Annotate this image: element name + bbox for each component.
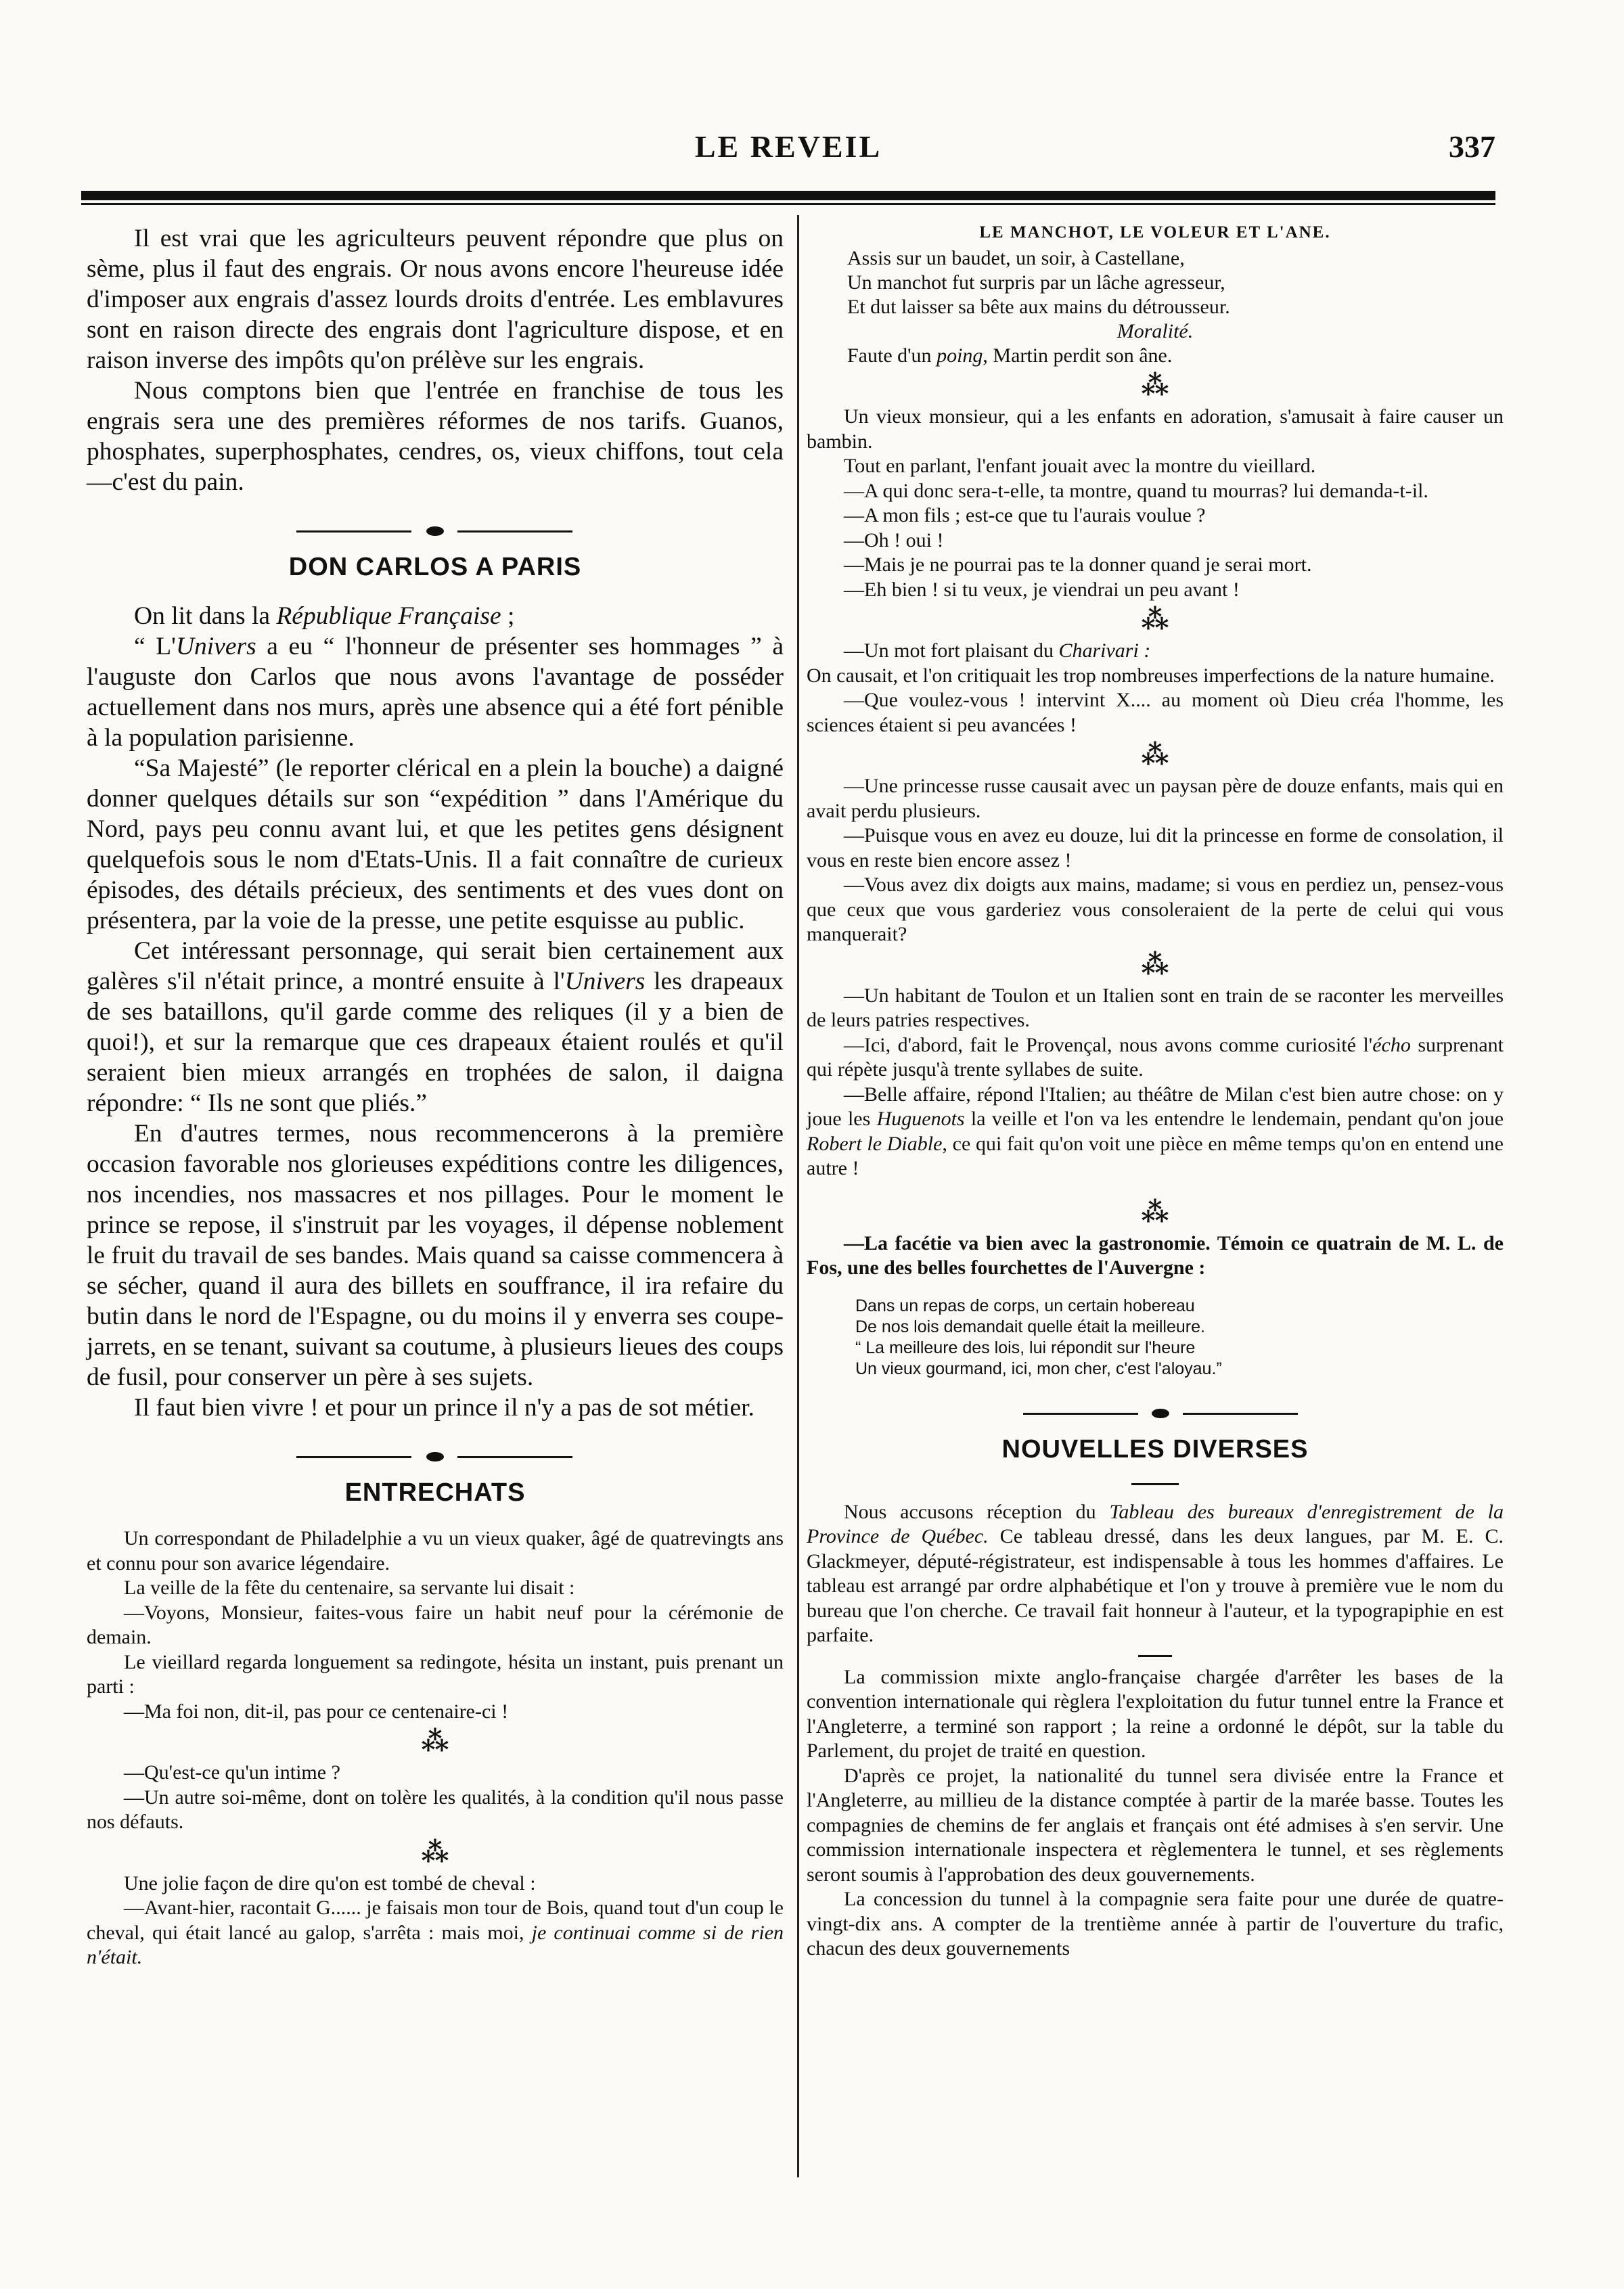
paragraph: En d'autres termes, nous recommencerons à la première occasion favorable nos glorieuses expéditions contre les diligences, nos incendies, nos massacres et nos pillages. Pour le moment le prince se repose, il s'instruit par les voyages, il dépense noblement le fruit du travail de ses bandes. Mais quand sa caisse commencera à se sécher, quand il aura des billets en souffrance, il ira refaire du butin dans le nord de l'Espagne, ou du moins il y enverra ses coupe-jarrets, en se tenant, suivant sa coutume, à plusieurs lieues des coups de fusil, pour conserver un père à ses sujets. [87, 1120, 784, 1391]
paragraph: —Eh bien ! si tu veux, je viendrai un peu avant ! [844, 578, 1240, 601]
page-header [81, 129, 1495, 176]
verse-line: “ La meilleure des lois, lui répondit sur l'heure [855, 1338, 1196, 1357]
left-column [87, 223, 784, 1970]
paragraph: La concession du tunnel à la compagnie sera faite pour une durée de quatre-vingt-dix ans. A compter de la trentième année à partir de l'ouverture du trafic, chacun des deux gouvernements [807, 1888, 1504, 1959]
paragraph: Nous comptons bien que l'entrée en franchise de tous les engrais sera une des premières réformes de nos tarifs. Guanos, phosphates, superphosphates, cendres, os, vieux chiffons, tout cela—c'est du pain. [87, 377, 784, 496]
verse-line: Un manchot fut surpris par un lâche agresseur, [847, 271, 1225, 294]
section-title-don-carlos: DON CARLOS A PARIS [288, 553, 582, 581]
paragraph: —Puisque vous en avez eu douze, lui dit la princesse en forme de consolation, il vous en reste bien encore assez ! [807, 824, 1504, 871]
paragraph: —Ma foi non, dit-il, pas pour ce centenaire-ci ! [124, 1700, 509, 1723]
moralite-label: Moralité. [1116, 320, 1194, 342]
asterism: ⁂ [1141, 949, 1169, 980]
asterism: ⁂ [1141, 370, 1169, 401]
paragraph: “ L'Univers a eu “ l'honneur de présenter ses hommages ” à l'auguste don Carlos que nous avons l'avantage de posséder actuellement dans nos murs, après une absence qui a été fort pénible à la population parisienne. [87, 633, 784, 752]
paragraph: —Ici, d'abord, fait le Provençal, nous avons comme curiosité l'écho surprenant qui répète jusqu'à trente syllabes de suite. [807, 1033, 1504, 1081]
section-ornament [807, 1407, 1504, 1420]
verse-line: Assis sur un baudet, un soir, à Castellane, [847, 247, 1185, 269]
paragraph: On causait, et l'on critiquait les trop nombreuses imperfections de la nature humaine. [807, 664, 1495, 687]
don-carlos-article [87, 601, 784, 1423]
paragraph: —Voyons, Monsieur, faites-vous faire un habit neuf pour la cérémonie de demain. [87, 1601, 784, 1648]
paragraph: Un vieux monsieur, qui a les enfants en adoration, s'amusait à faire causer un bambin. [807, 405, 1504, 453]
verse-line: Et dut laisser sa bête aux mains du détrousseur. [847, 296, 1230, 318]
asterism: ⁂ [421, 1726, 449, 1757]
section-title-nouvelles: NOUVELLES DIVERSES [1001, 1434, 1309, 1464]
paragraph: —Mais je ne pourrai pas te la donner quand je serai mort. [844, 553, 1312, 576]
paragraph: —Qu'est-ce qu'un intime ? [124, 1761, 340, 1784]
fable-verse [807, 246, 1504, 319]
paragraph: Le vieillard regarda longuement sa redingote, hésita un instant, puis prenant un parti : [87, 1650, 784, 1698]
verse-line: Dans un repas de corps, un certain hobereau [855, 1296, 1195, 1315]
paragraph: Tout en parlant, l'enfant jouait avec la montre du vieillard. [844, 455, 1316, 477]
paragraph-separator [1138, 1655, 1172, 1657]
paragraph: Il est vrai que les agriculteurs peuvent répondre que plus on sème, plus il faut des engrais. Or nous avons encore l'heureuse idée d'imposer aux engrais d'assez lourds droits d'entrée. Les emblavures sont en raison directe des engrais dont l'agriculture dispose, et en raison inverse des impôts qu'on prélève sur les engrais. [87, 225, 784, 374]
fable-morale: Faute d'un poing, Martin perdit son âne. [847, 344, 1173, 367]
paragraph: —Un habitant de Toulon et un Italien sont en train de se raconter les merveilles de leurs patries respectives. [807, 984, 1504, 1031]
paragraph: —Un autre soi-même, dont on tolère les qualités, à la condition qu'il nous passe nos défauts. [87, 1786, 784, 1833]
entrechats-article [87, 1526, 784, 1970]
paragraph: On lit dans la République Française ; [134, 602, 515, 630]
section-ornament [87, 1450, 784, 1464]
asterism: ⁂ [421, 1836, 449, 1867]
verse-line: De nos lois demandait quelle était la meilleure. [855, 1317, 1205, 1336]
paragraph: Cet intéressant personnage, qui serait bien certainement aux galères s'il n'était prince, a montré ensuite à l'Univers les drapeaux de ses bataillons, qu'il garde comme des reliques (il y a bien de quoi!), et sur la remarque que ces drapeaux étaient roulés et qu'il seraient bien mieux arrangés en trophées de salon, il daigna répondre: “ Ils ne sont que pliés.” [87, 937, 784, 1117]
paragraph: —Belle affaire, répond l'Italien; au théâtre de Milan c'est bien autre chose: on y joue les Huguenots la veille et l'on va les entendre le lendemain, pendant qu'on joue Robert le Diable, ce qui fait qu'on voit une pièce en même temps qu'on en entend une autre ! [807, 1083, 1504, 1179]
paragraph: —Un mot fort plaisant du Charivari : [844, 639, 1151, 662]
paragraph: La veille de la fête du centenaire, sa servante lui disait : [124, 1577, 575, 1599]
paragraph: —A mon fils ; est-ce que tu l'aurais voulue ? [844, 504, 1206, 526]
paragraph: D'après ce projet, la nationalité du tunnel sera divisée entre la France et l'Angleterre, au millieu de la distance comptée à partir de la marée basse. Toutes les compagnies de chemins de fer anglais et français ont été admises à s'en servir. Une commission internationale inspectera et règlementera le tunnel, et ses règlements seront soumis à l'approbation des deux gouvernements. [807, 1764, 1504, 1886]
anecdotes [807, 405, 1504, 1281]
quatrain [807, 1296, 1504, 1380]
section-ornament [87, 524, 784, 538]
right-column [807, 223, 1504, 1962]
page-number: 337 [1449, 129, 1495, 164]
paragraph: —La facétie va bien avec la gastronomie. Témoin ce quatrain de M. L. de Fos, une des belles fourchettes de l'Auvergne : [807, 1231, 1504, 1279]
title-underline [1131, 1483, 1179, 1485]
asterism: ⁂ [1141, 1196, 1169, 1227]
header-rule [81, 191, 1495, 200]
paragraph: —Oh ! oui ! [844, 528, 944, 551]
section-title-entrechats: ENTRECHATS [344, 1478, 526, 1507]
header-rule-thin [81, 203, 1495, 205]
paragraph: Il faut bien vivre ! et pour un prince il n'y a pas de sot métier. [134, 1394, 754, 1422]
asterism: ⁂ [1141, 604, 1169, 635]
nouvelles-article [807, 1500, 1504, 1962]
paragraph: —Avant-hier, racontait G...... je faisais mon tour de Bois, quand tout d'un coup le cheval, qui était lancé au galop, s'arrêta : mais moi, je continuai comme si de rien n'était. [87, 1897, 784, 1968]
paragraph: —Que voulez-vous ! intervint X.... au moment où Dieu créa l'homme, les sciences étaient si peu avancées ! [807, 689, 1504, 736]
asterism: ⁂ [1141, 740, 1169, 770]
paragraph: Nous accusons réception du Tableau des bureaux d'enregistrement de la Province de Québec. Ce tableau dressé, dans les deux langues, par M. E. C. Glackmeyer, député-régistrateur, est indispensable à tous les hommes d'affaires. Le tableau est arrangé par ordre alphabétique et l'on y trouve à première vue le nom du bureau que l'on cherche. Ce travail fait honneur à l'auteur, et la typograpiphie en est parfaite. [807, 1500, 1504, 1646]
paragraph: “Sa Majesté” (le reporter clérical en a plein la bouche) a daigné donner quelques détails sur son “expédition ” dans l'Amérique du Nord, pays peu connu avant lui, et que les petites gens désignent quelquefois sous le nom d'Etats-Unis. Il a fait connaître de curieux épisodes, des détails précieux, des sentiments et des vues dont on présentera, par la voie de la presse, une petite esquisse au public. [87, 754, 784, 934]
paragraph: Une jolie façon de dire qu'on est tombé de cheval : [124, 1872, 536, 1895]
fable-title: LE MANCHOT, LE VOLEUR ET L'ANE. [979, 223, 1331, 242]
paragraph: La commission mixte anglo-française chargée d'arrêter les bases de la convention internationale qui règlera l'exploitation du futur tunnel entre la France et l'Angleterre, a terminé son rapport ; la reine a ordonné le dépôt, sur la table du Parlement, du projet de traité en question. [807, 1665, 1504, 1762]
paragraph: Un correspondant de Philadelphie a vu un vieux quaker, âgé de quatrevingts ans et connu pour son avarice légendaire. [87, 1527, 784, 1574]
verse-line: Un vieux gourmand, ici, mon cher, c'est l'aloyau.” [855, 1359, 1222, 1378]
paragraph: —Une princesse russe causait avec un paysan père de douze enfants, mais qui en avait perdu plusieurs. [807, 775, 1504, 822]
paragraph: —A qui donc sera-t-elle, ta montre, quand tu mourras? lui demanda-t-il. [844, 479, 1428, 502]
column-divider [797, 215, 799, 2177]
running-title: LE REVEIL [694, 129, 882, 164]
intro-article [87, 223, 784, 497]
paragraph: —Vous avez dix doigts aux mains, madame; si vous en perdiez un, pensez-vous que ceux que vous garderiez vous consoleraient de la perte de celui qui vous manquerait? [807, 874, 1504, 945]
